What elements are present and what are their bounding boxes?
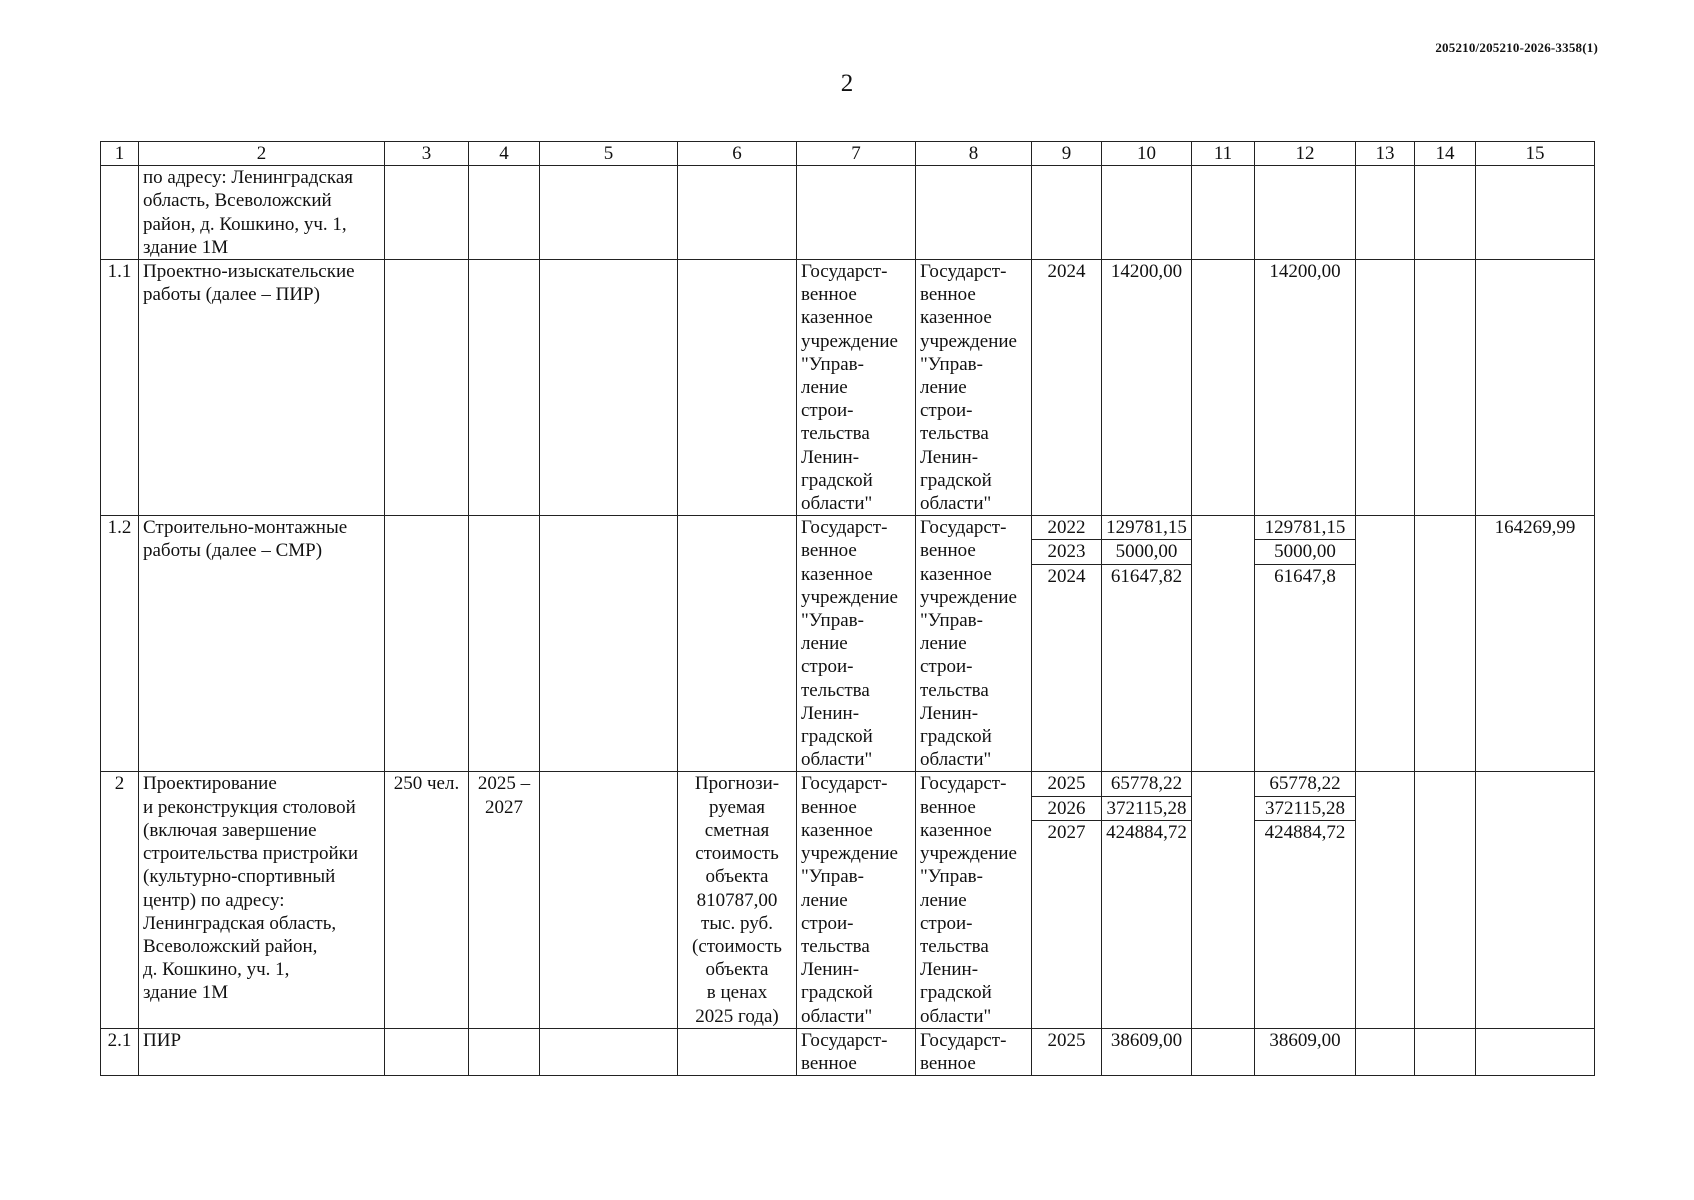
customer: Государст- венное казенное учреждение "Управ- ление строи- тельства Ленин- градской области" bbox=[797, 772, 916, 1028]
document-id: 205210/205210-2026-3358(1) bbox=[1435, 40, 1598, 55]
col-11 bbox=[1192, 1028, 1255, 1075]
year-value: 2025 bbox=[1047, 1029, 1086, 1051]
year bbox=[1032, 772, 1102, 1028]
col-14 bbox=[1415, 1028, 1476, 1075]
col-13 bbox=[1356, 516, 1415, 772]
row-number: 2 bbox=[101, 772, 139, 1028]
col-11 bbox=[1192, 166, 1255, 260]
column-header: 5 bbox=[540, 142, 678, 166]
amount-total bbox=[1102, 260, 1192, 516]
column-header: 11 bbox=[1192, 142, 1255, 166]
amount-total-value: 61647,82 bbox=[1110, 565, 1183, 587]
amount-total-value: 38609,00 bbox=[1110, 1029, 1183, 1051]
amount-budget-value: 372115,28 bbox=[1255, 797, 1355, 821]
object-name: ПИР bbox=[139, 1028, 385, 1075]
col-5 bbox=[540, 1028, 678, 1075]
col-14 bbox=[1415, 260, 1476, 516]
column-header: 7 bbox=[797, 142, 916, 166]
col-5 bbox=[540, 516, 678, 772]
object-name: Проектирование и реконструкция столовой (включая завершение строительства пристройки (культурно-спортивный центр) по адресу: Ленинградская область, Всеволожский район, д. Кошкино, уч. 1, здание 1М bbox=[139, 772, 385, 1028]
total-cost bbox=[1476, 166, 1595, 260]
column-header: 4 bbox=[469, 142, 540, 166]
estimated-cost: Прогнози- руемая сметная стоимость объекта 810787,00 тыс. руб. (стоимость объекта в ценах 2025 года) bbox=[678, 772, 797, 1028]
amount-budget bbox=[1255, 260, 1356, 516]
year-value: 2023 bbox=[1032, 540, 1101, 564]
column-header: 2 bbox=[139, 142, 385, 166]
row-number bbox=[101, 166, 139, 260]
customer bbox=[797, 166, 916, 260]
total-cost bbox=[1476, 772, 1595, 1028]
column-header: 13 bbox=[1356, 142, 1415, 166]
column-header: 8 bbox=[916, 142, 1032, 166]
estimated-cost bbox=[678, 260, 797, 516]
table-row bbox=[101, 166, 1595, 260]
column-header: 9 bbox=[1032, 142, 1102, 166]
period bbox=[469, 166, 540, 260]
amount-budget-value: 5000,00 bbox=[1255, 540, 1355, 564]
amount-budget-value: 38609,00 bbox=[1269, 1029, 1341, 1051]
amount-budget bbox=[1255, 1028, 1356, 1075]
capacity bbox=[385, 260, 469, 516]
amount-total-value: 372115,28 bbox=[1102, 797, 1191, 821]
amount-budget-value: 14200,00 bbox=[1269, 261, 1341, 283]
period: 2025 – 2027 bbox=[469, 772, 540, 1028]
column-header: 12 bbox=[1255, 142, 1356, 166]
amount-budget-value: 65778,22 bbox=[1255, 772, 1355, 796]
program-table bbox=[100, 141, 1595, 1076]
customer: Государст- венное казенное учреждение "Управ- ление строи- тельства Ленин- градской области" bbox=[797, 260, 916, 516]
column-header: 1 bbox=[101, 142, 139, 166]
object-name: Проектно-изыскательские работы (далее – ПИР) bbox=[139, 260, 385, 516]
column-header: 6 bbox=[678, 142, 797, 166]
col-14 bbox=[1415, 772, 1476, 1028]
total-cost bbox=[1476, 260, 1595, 516]
table-row bbox=[101, 260, 1595, 516]
amount-budget-value: 424884,72 bbox=[1264, 821, 1346, 843]
capacity bbox=[385, 516, 469, 772]
header-row bbox=[101, 142, 1595, 166]
amount-total bbox=[1102, 1028, 1192, 1075]
total-cost bbox=[1476, 1028, 1595, 1075]
col-5 bbox=[540, 260, 678, 516]
year-value: 2024 bbox=[1047, 261, 1086, 283]
column-header: 14 bbox=[1415, 142, 1476, 166]
page-number: 2 bbox=[840, 70, 854, 97]
capacity bbox=[385, 166, 469, 260]
capacity: 250 чел. bbox=[385, 772, 469, 1028]
amount-total-value: 129781,15 bbox=[1102, 516, 1191, 540]
col-14 bbox=[1415, 166, 1476, 260]
year bbox=[1032, 1028, 1102, 1075]
table-row bbox=[101, 516, 1595, 772]
year-value: 2027 bbox=[1047, 821, 1086, 843]
period bbox=[469, 1028, 540, 1075]
table-row bbox=[101, 1028, 1595, 1075]
row-number: 1.1 bbox=[101, 260, 139, 516]
estimated-cost bbox=[678, 516, 797, 772]
developer: Государст- венное bbox=[916, 1028, 1032, 1075]
developer: Государст- венное казенное учреждение "Управ- ление строи- тельства Ленин- градской области" bbox=[916, 516, 1032, 772]
amount-total-value: 424884,72 bbox=[1106, 821, 1187, 843]
amount-total bbox=[1102, 772, 1192, 1028]
year bbox=[1032, 166, 1102, 260]
col-13 bbox=[1356, 772, 1415, 1028]
amount-total bbox=[1102, 516, 1192, 772]
column-header: 3 bbox=[385, 142, 469, 166]
amount-total-value: 65778,22 bbox=[1102, 772, 1191, 796]
amount-budget bbox=[1255, 166, 1356, 260]
col-11 bbox=[1192, 516, 1255, 772]
amount-budget-value: 129781,15 bbox=[1255, 516, 1355, 540]
col-5 bbox=[540, 166, 678, 260]
estimated-cost bbox=[678, 166, 797, 260]
year bbox=[1032, 516, 1102, 772]
object-name: Строительно-монтажные работы (далее – СМР) bbox=[139, 516, 385, 772]
row-number: 2.1 bbox=[101, 1028, 139, 1075]
capacity bbox=[385, 1028, 469, 1075]
col-5 bbox=[540, 772, 678, 1028]
amount-total-value: 14200,00 bbox=[1110, 261, 1183, 283]
customer: Государст- венное bbox=[797, 1028, 916, 1075]
amount-budget bbox=[1255, 772, 1356, 1028]
estimated-cost bbox=[678, 1028, 797, 1075]
col-13 bbox=[1356, 260, 1415, 516]
amount-budget-value: 61647,8 bbox=[1274, 565, 1336, 587]
year-value: 2022 bbox=[1032, 516, 1101, 540]
developer: Государст- венное казенное учреждение "Управ- ление строи- тельства Ленин- градской области" bbox=[916, 260, 1032, 516]
amount-budget bbox=[1255, 516, 1356, 772]
col-14 bbox=[1415, 516, 1476, 772]
col-13 bbox=[1356, 1028, 1415, 1075]
period bbox=[469, 516, 540, 772]
developer bbox=[916, 166, 1032, 260]
col-11 bbox=[1192, 772, 1255, 1028]
column-header: 10 bbox=[1102, 142, 1192, 166]
year-value: 2024 bbox=[1047, 565, 1086, 587]
year-value: 2026 bbox=[1032, 797, 1101, 821]
period bbox=[469, 260, 540, 516]
amount-total-value: 5000,00 bbox=[1102, 540, 1191, 564]
year-value: 2025 bbox=[1032, 772, 1101, 796]
year bbox=[1032, 260, 1102, 516]
total-cost: 164269,99 bbox=[1476, 516, 1595, 772]
customer: Государст- венное казенное учреждение "Управ- ление строи- тельства Ленин- градской области" bbox=[797, 516, 916, 772]
col-11 bbox=[1192, 260, 1255, 516]
col-13 bbox=[1356, 166, 1415, 260]
amount-total bbox=[1102, 166, 1192, 260]
row-number: 1.2 bbox=[101, 516, 139, 772]
table-row bbox=[101, 772, 1595, 1028]
column-header: 15 bbox=[1476, 142, 1595, 166]
developer: Государст- венное казенное учреждение "Управ- ление строи- тельства Ленин- градской области" bbox=[916, 772, 1032, 1028]
object-name: по адресу: Ленинградская область, Всеволожский район, д. Кошкино, уч. 1, здание 1М bbox=[139, 166, 385, 260]
